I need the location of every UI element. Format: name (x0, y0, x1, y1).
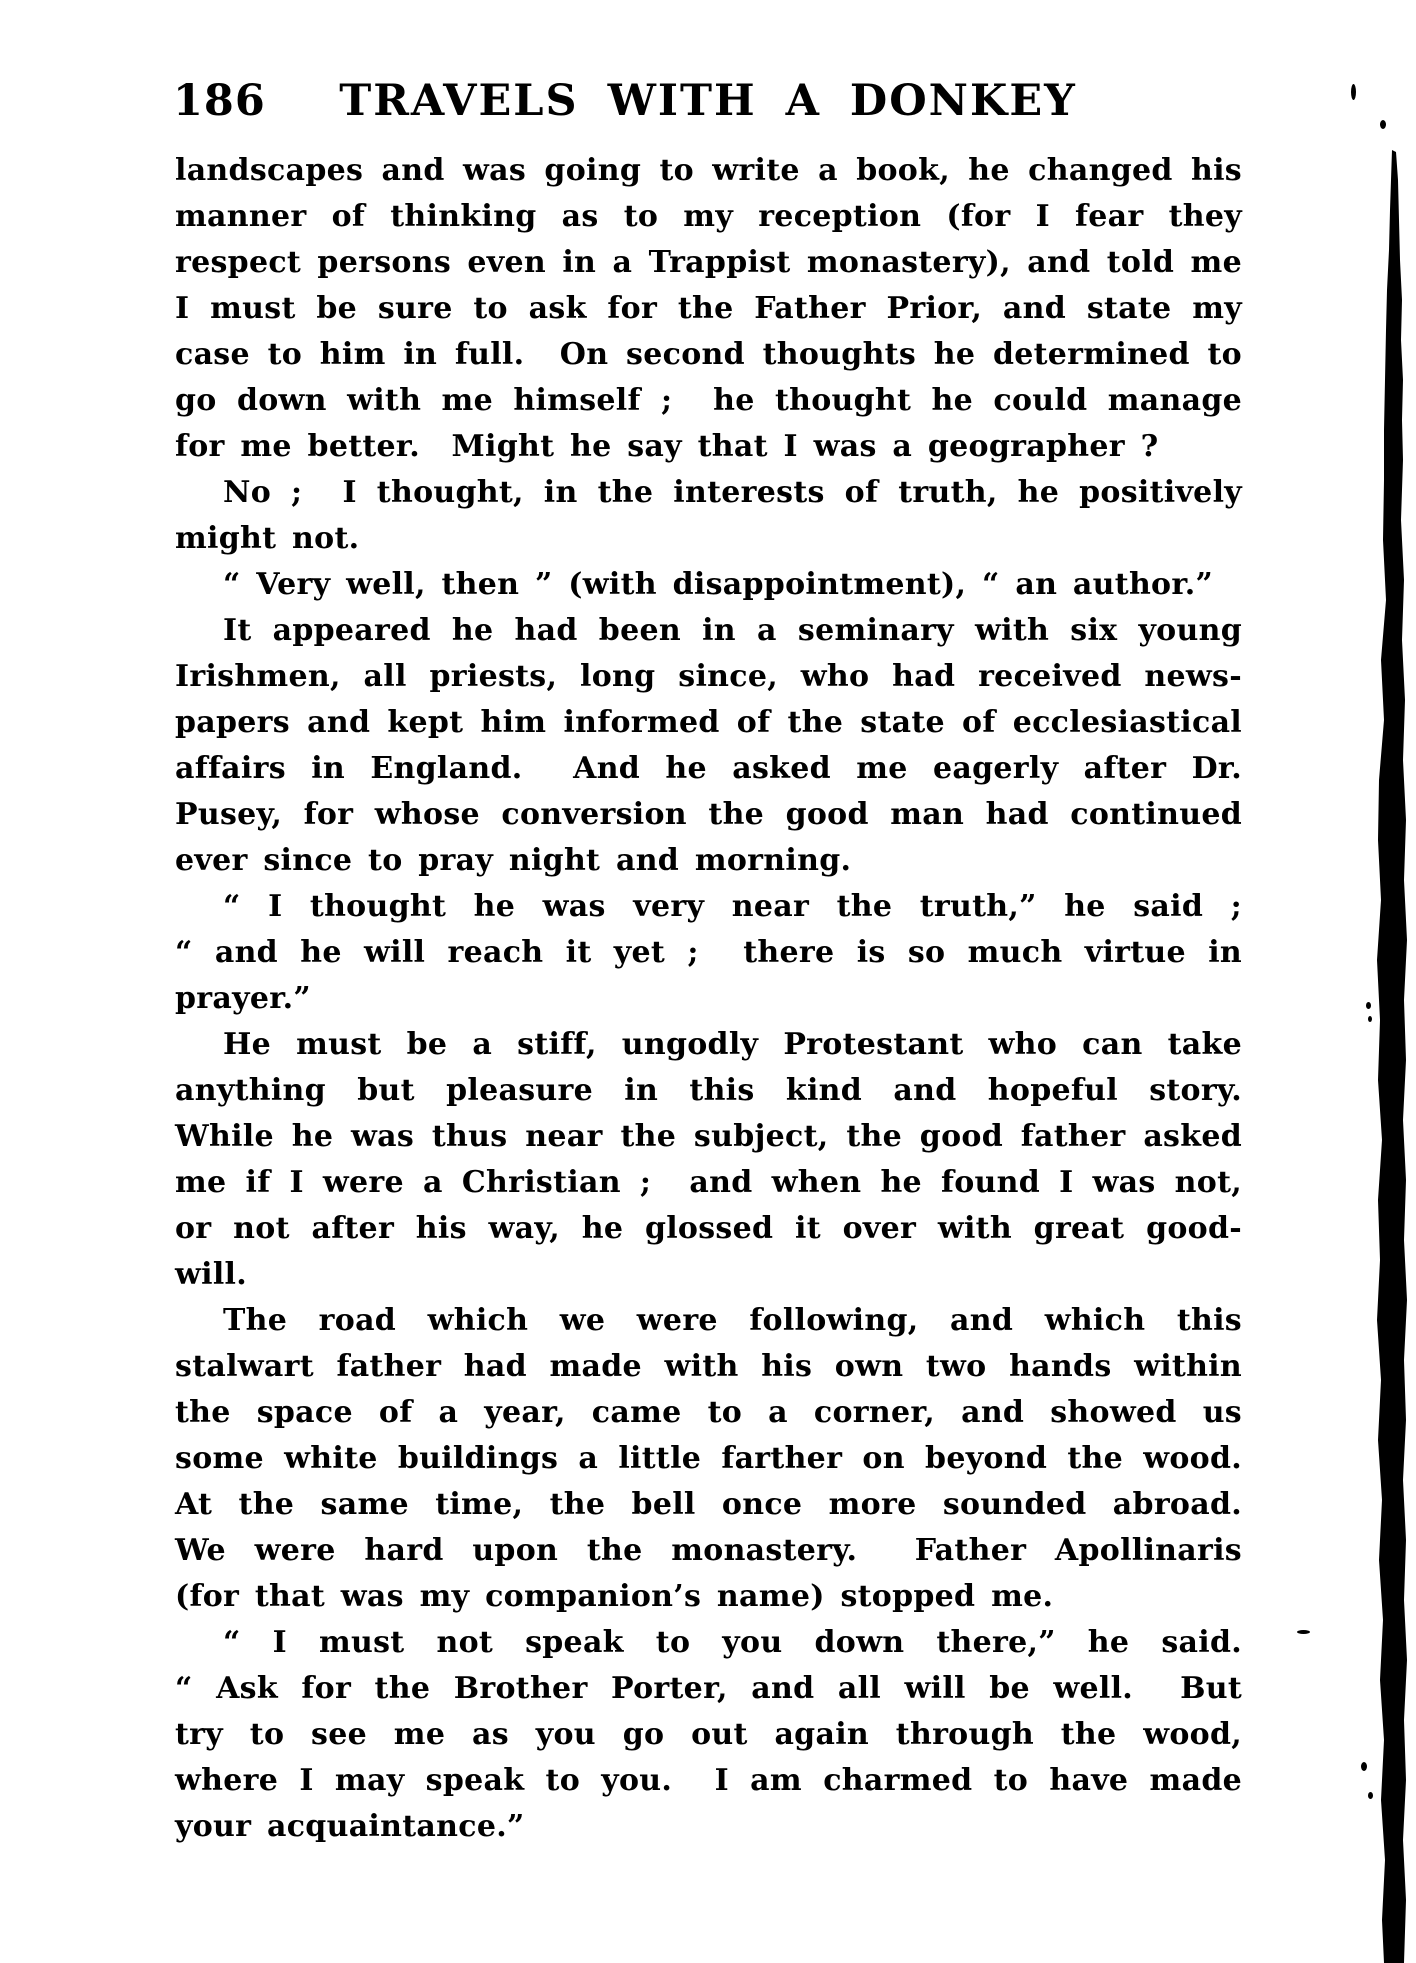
text-line: “ I thought he was very near the truth,” he said ; (223, 889, 1242, 924)
text-line: the space of a year, came to a corner, and showed us (175, 1395, 1242, 1430)
text-line: go down with me himself ; he thought he could manage (175, 383, 1242, 418)
text-line: At the same time, the bell once more sounded abroad. (175, 1487, 1242, 1522)
text-line: your acquaintance.” (175, 1809, 525, 1844)
text-line: for me better. Might he say that I was a geographer ? (175, 429, 1159, 464)
text-line: “ I must not speak to you down there,” he said. (223, 1625, 1242, 1660)
scan-speck (1351, 84, 1356, 100)
text-line: me if I were a Christian ; and when he found I was not, (175, 1165, 1242, 1200)
text-line: He must be a stiff, ungodly Protestant who can take (223, 1027, 1242, 1062)
text-line: try to see me as you go out again through the wood, (175, 1717, 1242, 1752)
text-line: papers and kept him informed of the state of ecclesiastical (175, 705, 1242, 740)
text-line: (for that was my companion’s name) stopped me. (175, 1579, 1054, 1614)
text-line: It appeared he had been in a seminary with six young (223, 613, 1242, 648)
scan-speck (1368, 1792, 1373, 1799)
text-line: “ Very well, then ” (with disappointment), “ an author.” (223, 567, 1214, 602)
text-line: prayer.” (175, 981, 311, 1016)
page-header (0, 78, 1416, 124)
text-line: anything but pleasure in this kind and hopeful story. (175, 1073, 1242, 1108)
text-line: “ and he will reach it yet ; there is so much virtue in (175, 935, 1242, 970)
text-line: Irishmen, all priests, long since, who had received news- (175, 659, 1242, 694)
running-title: TRAVELS WITH A DONKEY (339, 76, 1077, 126)
text-line: affairs in England. And he asked me eagerly after Dr. (175, 751, 1242, 786)
text-line: some white buildings a little farther on beyond the wood. (175, 1441, 1242, 1476)
text-line: Pusey, for whose conversion the good man had continued (175, 797, 1242, 832)
text-line: or not after his way, he glossed it over with great good- (175, 1211, 1242, 1246)
scan-speck (1366, 1002, 1371, 1009)
text-line: “ Ask for the Brother Porter, and all will be well. But (175, 1671, 1242, 1706)
text-line: will. (175, 1257, 247, 1292)
text-line: stalwart father had made with his own two hands within (175, 1349, 1242, 1384)
text-line: landscapes and was going to write a book, he changed his (175, 153, 1242, 188)
scan-speck (1361, 1762, 1367, 1771)
body-text (175, 148, 1242, 1850)
text-line: respect persons even in a Trappist monastery), and told me (175, 245, 1242, 280)
page-number: 186 (173, 76, 266, 126)
text-line: We were hard upon the monastery. Father Apollinaris (175, 1533, 1242, 1568)
scan-speck (1297, 1630, 1310, 1634)
text-line: ever since to pray night and morning. (175, 843, 852, 878)
text-line: might not. (175, 521, 360, 556)
text-line: case to him in full. On second thoughts he determined to (175, 337, 1242, 372)
scan-speck (1396, 482, 1401, 492)
text-line: where I may speak to you. I am charmed to have made (175, 1763, 1242, 1798)
text-line: manner of thinking as to my reception (for I fear they (175, 199, 1242, 234)
text-line: I must be sure to ask for the Father Prior, and state my (175, 291, 1242, 326)
text-line: No ; I thought, in the interests of truth, he positively (223, 475, 1242, 510)
text-line: While he was thus near the subject, the good father asked (175, 1119, 1242, 1154)
text-line: The road which we were following, and which this (223, 1303, 1242, 1338)
scan-speck (1368, 1016, 1372, 1022)
scan-speck (1380, 120, 1386, 129)
